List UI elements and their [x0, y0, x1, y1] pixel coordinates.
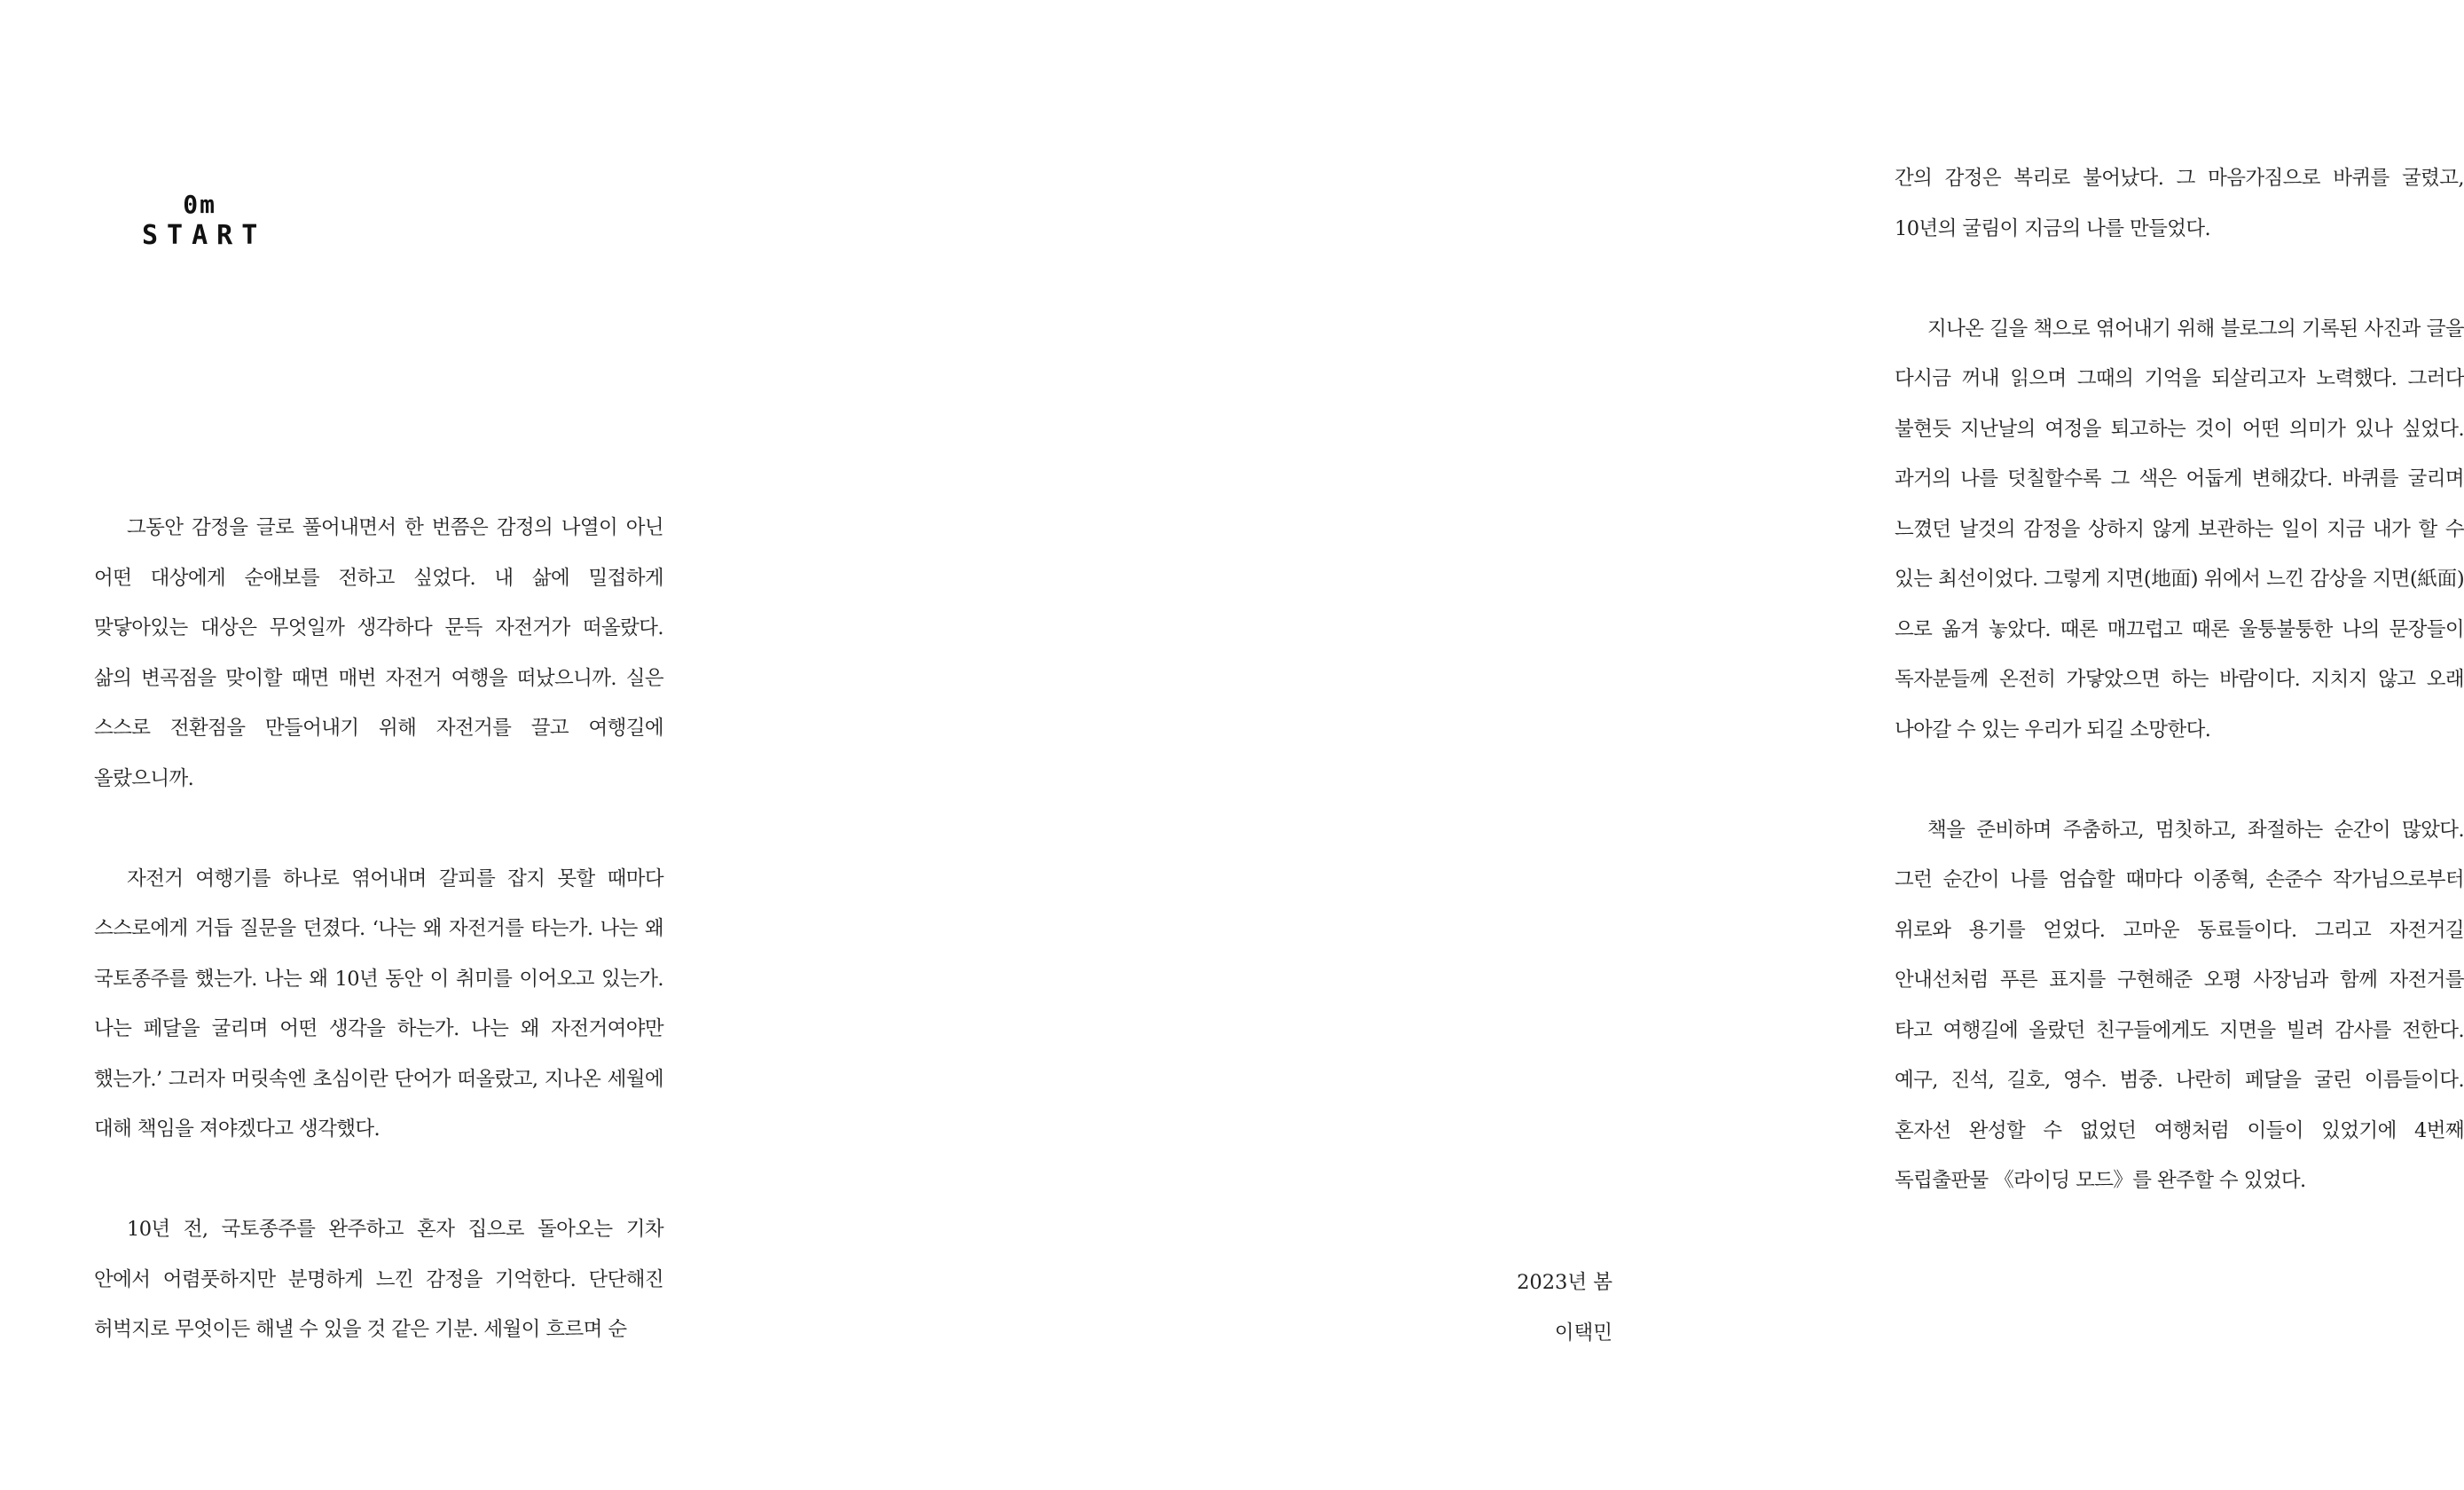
signoff-date: 2023년 봄 [1517, 1271, 1613, 1294]
signoff [1419, 1258, 1613, 1358]
left-page [0, 0, 851, 1490]
body-paragraph: 지나온 길을 책으로 엮어내기 위해 블로그의 기록된 사진과 글을 다시금 꺼내 읽으며 그때의 기억을 되살리고자 노력했다. 그러다 불현듯 지난날의 여정을 퇴고하는 것이 어떤 의미가 있나 싶었다. 과거의 나를 덧칠할수록 그 색은 어둡게 변해갔다. 바퀴를 굴리며 느꼈던 날것의 감정을 상하지 않게 보관하는 일이 지금 내가 할 수 있는 최선이었다. 그렇게 지면(地面) 위에서 느낀 감상을 지면(紙面)으로 옮겨 놓았다. 때론 매끄럽고 때론 울퉁불퉁한 나의 문장들이 독자분들께 온전히 가닿았으면 하는 바람이다. 지치지 않고 오래 나아갈 수 있는 우리가 되길 소망한다. [1895, 317, 2464, 741]
chapter-title: START [142, 220, 267, 251]
right-body-text [1895, 153, 2464, 1256]
body-paragraph: 10년 전, 국토종주를 완주하고 혼자 집으로 돌아오는 기차 안에서 어렴풋하지만 분명하게 느낀 감정을 기억한다. 단단해진 허벅지로 무엇이든 해낼 수 있을 것 같은 기분. 세월이 흐르며 순 [94, 1218, 663, 1341]
signoff-author: 이택민 [1554, 1321, 1613, 1345]
body-paragraph: 그동안 감정을 글로 풀어내면서 한 번쯤은 감정의 나열이 아닌 어떤 대상에게 순애보를 전하고 싶었다. 내 삶에 밀접하게 맞닿아있는 대상은 무엇일까 생각하다 문득 자전거가 떠올랐다. 삶의 변곡점을 맞이할 때면 매번 자전거 여행을 떠났으니까. 실은 스스로 전환점을 만들어내기 위해 자전거를 끌고 여행길에 올랐으니까. [94, 516, 663, 790]
continued-paragraph: 간의 감정은 복리로 불어났다. 그 마음가짐으로 바퀴를 굴렸고, 10년의 굴림이 지금의 나를 만들었다. [1895, 167, 2464, 240]
chapter-heading [133, 190, 266, 252]
body-paragraph: 자전거 여행기를 하나로 엮어내며 갈피를 잡지 못할 때마다 스스로에게 거듭 질문을 던졌다. ‘나는 왜 자전거를 타는가. 나는 왜 국토종주를 했는가. 나는 왜 10년 동안 이 취미를 이어오고 있는가. 나는 페달을 굴리며 어떤 생각을 하는가. 나는 왜 자전거여야만 했는가.’ 그러자 머릿속엔 초심이란 단어가 떠올랐고, 지나온 세월에 대해 책임을 져야겠다고 생각했다. [94, 867, 663, 1141]
chapter-distance: 0m [183, 190, 217, 219]
left-body-text [94, 503, 663, 1405]
body-paragraph: 책을 준비하며 주춤하고, 멈칫하고, 좌절하는 순간이 많았다. 그런 순간이 나를 엄습할 때마다 이종혁, 손준수 작가님으로부터 위로와 용기를 얻었다. 고마운 동료들이다. 그리고 자전거길 안내선처럼 푸른 표지를 구현해준 오평 사장님과 함께 자전거를 타고 여행길에 올랐던 친구들에게도 지면을 빌려 감사를 전한다. 예구, 진석, 길호, 영수. 범중. 나란히 페달을 굴린 이름들이다. 혼자선 완성할 수 없었던 여행처럼 이들이 있었기에 4번째 독립출판물 《라이딩 모드》를 완주할 수 있었다. [1895, 818, 2464, 1192]
